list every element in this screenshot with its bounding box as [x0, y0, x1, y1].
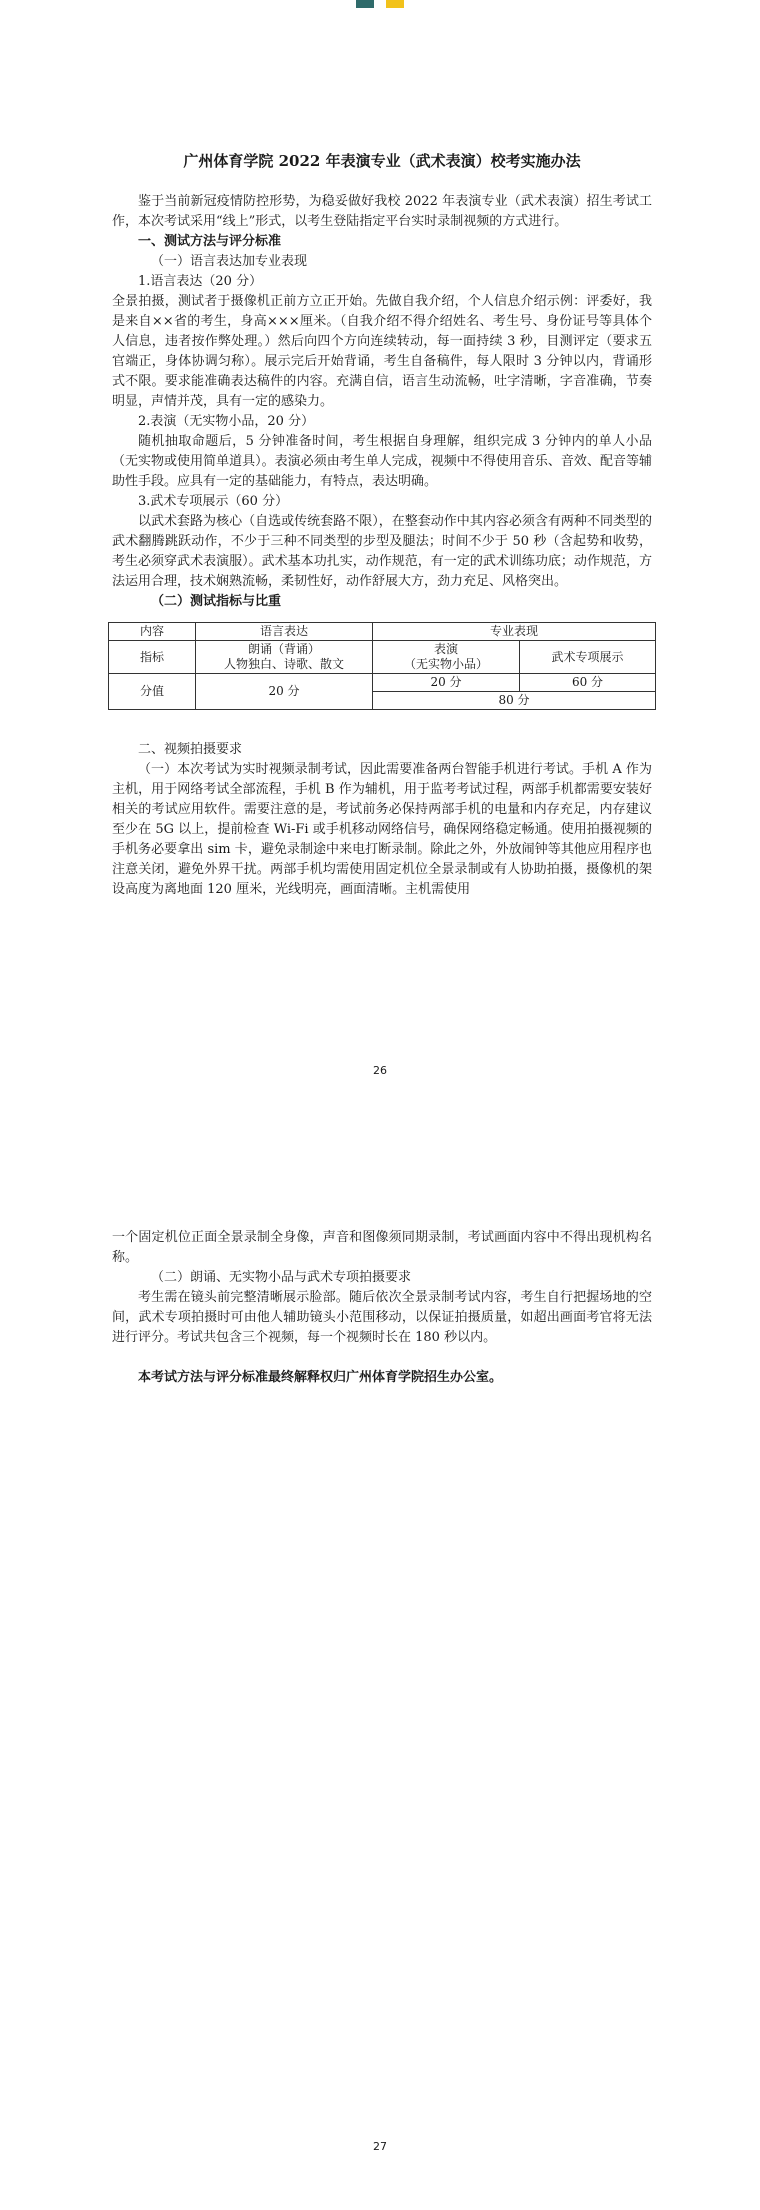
closing-statement: 本考试方法与评分标准最终解释权归广州体育学院招生办公室。: [138, 1370, 503, 1385]
table-row: [109, 674, 656, 692]
scoring-table: [108, 622, 656, 710]
table-cell: 分值: [109, 674, 196, 710]
item3-heading: 3.武术专项展示（60 分）: [138, 494, 289, 509]
document-title: 广州体育学院 2022 年表演专业（武术表演）校考实施办法: [183, 152, 581, 170]
section2-heading: 二、视频拍摄要求: [138, 742, 243, 757]
table-cell: 指标: [109, 641, 196, 674]
table-cell: 语言表达: [196, 623, 373, 641]
table-cell: 武术专项展示: [520, 641, 656, 674]
header-decoration-teal: [356, 0, 374, 8]
item1-body: 全景拍摄，测试者于摄像机正前方立正开始。先做自我介绍，个人信息介绍示例：评委好，我是来自××省的考生，身高×××厘米。（自我介绍不得介绍姓名、考生号、身份证号等具体个人信息，违者按作弊处理。）然后向四个方向连续转动，每一面持续 3 秒，目测评定（要求五官端正，身体协调匀称）。展示完后开始背诵，考生自备稿件，每人限时 3 分钟以内，背诵形式不限。要求能准确表达稿件的内容。充满自信，语言生动流畅，吐字清晰，字音准确，节奏明显，声情并茂，具有一定的感染力。: [112, 294, 652, 409]
section1-heading: 一、测试方法与评分标准: [138, 234, 282, 249]
table-cell: 20 分: [373, 674, 520, 692]
table-cell-line: 人物独白、诗歌、散文: [223, 657, 344, 671]
page-number: 26: [373, 1064, 387, 1077]
table-row: [109, 623, 656, 641]
header-decoration-gold: [386, 0, 404, 8]
table-cell: 60 分: [520, 674, 656, 692]
item3-body: 以武术套路为核心（自选或传统套路不限），在整套动作中其内容必须含有两种不同类型的武术翻腾跳跃动作，不少于三种不同类型的步型及腿法；时间不少于 50 秒（含起势和收势，考生必须穿武术表演服）。武术基本功扎实，动作规范，有一定的武术训练功底；动作规范，方法运用合理，技术娴熟流畅，柔韧性好，动作舒展大方，劲力充足、风格突出。: [112, 514, 652, 589]
item1-heading: 1.语言表达（20 分）: [138, 274, 263, 289]
table-cell: 80 分: [373, 692, 656, 710]
section1-sub1-heading: （一）语言表达加专业表现: [151, 254, 308, 269]
item2-heading: 2.表演（无实物小品，20 分）: [138, 414, 315, 429]
section2-sub2-heading: （二）朗诵、无实物小品与武术专项拍摄要求: [151, 1270, 412, 1285]
table-cell: 内容: [109, 623, 196, 641]
table-cell: 专业表现: [373, 623, 656, 641]
intro-paragraph: 鉴于当前新冠疫情防控形势，为稳妥做好我校 2022 年表演专业（武术表演）招生考试工作，本次考试采用“线上”形式，以考生登陆指定平台实时录制视频的方式进行。: [112, 194, 652, 229]
table-row: [109, 641, 656, 674]
page-27-body: [112, 1228, 652, 1388]
table-cell: [373, 641, 520, 674]
section2-paragraph-1: （一）本次考试为实时视频录制考试，因此需要准备两台智能手机进行考试。手机 A 作为主机，用于网络考试全部流程，手机 B 作为辅机，用于监考考试过程，两部手机都需要安装好相关的考试应用软件。需要注意的是，考试前务必保持两部手机的电量和内存充足，内存建议至少在 5G 以上，提前检查 Wi-Fi 或手机移动网络信号，确保网络稳定畅通。使用拍摄视频的手机务必要拿出 sim 卡，避免录制途中来电打断录制。除此之外，外放闹钟等其他应用程序也注意关闭，避免外界干扰。两部手机均需使用固定机位全景录制或有人协助拍摄，摄像机的架设高度为离地面 120 厘米，光线明亮，画面清晰。主机需使用: [112, 762, 652, 897]
section2-paragraph-1-continued: 一个固定机位正面全景录制全身像，声音和图像须同期录制，考试画面内容中不得出现机构名称。: [112, 1230, 652, 1265]
section1-sub2-heading: （二）测试指标与比重: [151, 594, 282, 609]
table-cell: [196, 641, 373, 674]
item2-body: 随机抽取命题后，5 分钟准备时间，考生根据自身理解，组织完成 3 分钟内的单人小品（无实物或使用简单道具）。表演必须由考生单人完成，视频中不得使用音乐、音效、配音等辅助性手段。应具有一定的基础能力，有特点，表达明确。: [112, 434, 652, 489]
table-cell-line: （无实物小品）: [403, 657, 488, 671]
table-cell-line: 表演: [433, 642, 458, 656]
table-cell: 20 分: [196, 674, 373, 710]
table-cell-line: 朗诵（背诵）: [247, 642, 320, 656]
page-26-body: [112, 192, 652, 900]
page-number: 27: [373, 2140, 387, 2153]
section2-paragraph-2: 考生需在镜头前完整清晰展示脸部。随后依次全景录制考试内容，考生自行把握场地的空间，武术专项拍摄时可由他人辅助镜头小范围移动，以保证拍摄质量，如超出画面考官将无法进行评分。考试共包含三个视频，每一个视频时长在 180 秒以内。: [112, 1290, 652, 1345]
